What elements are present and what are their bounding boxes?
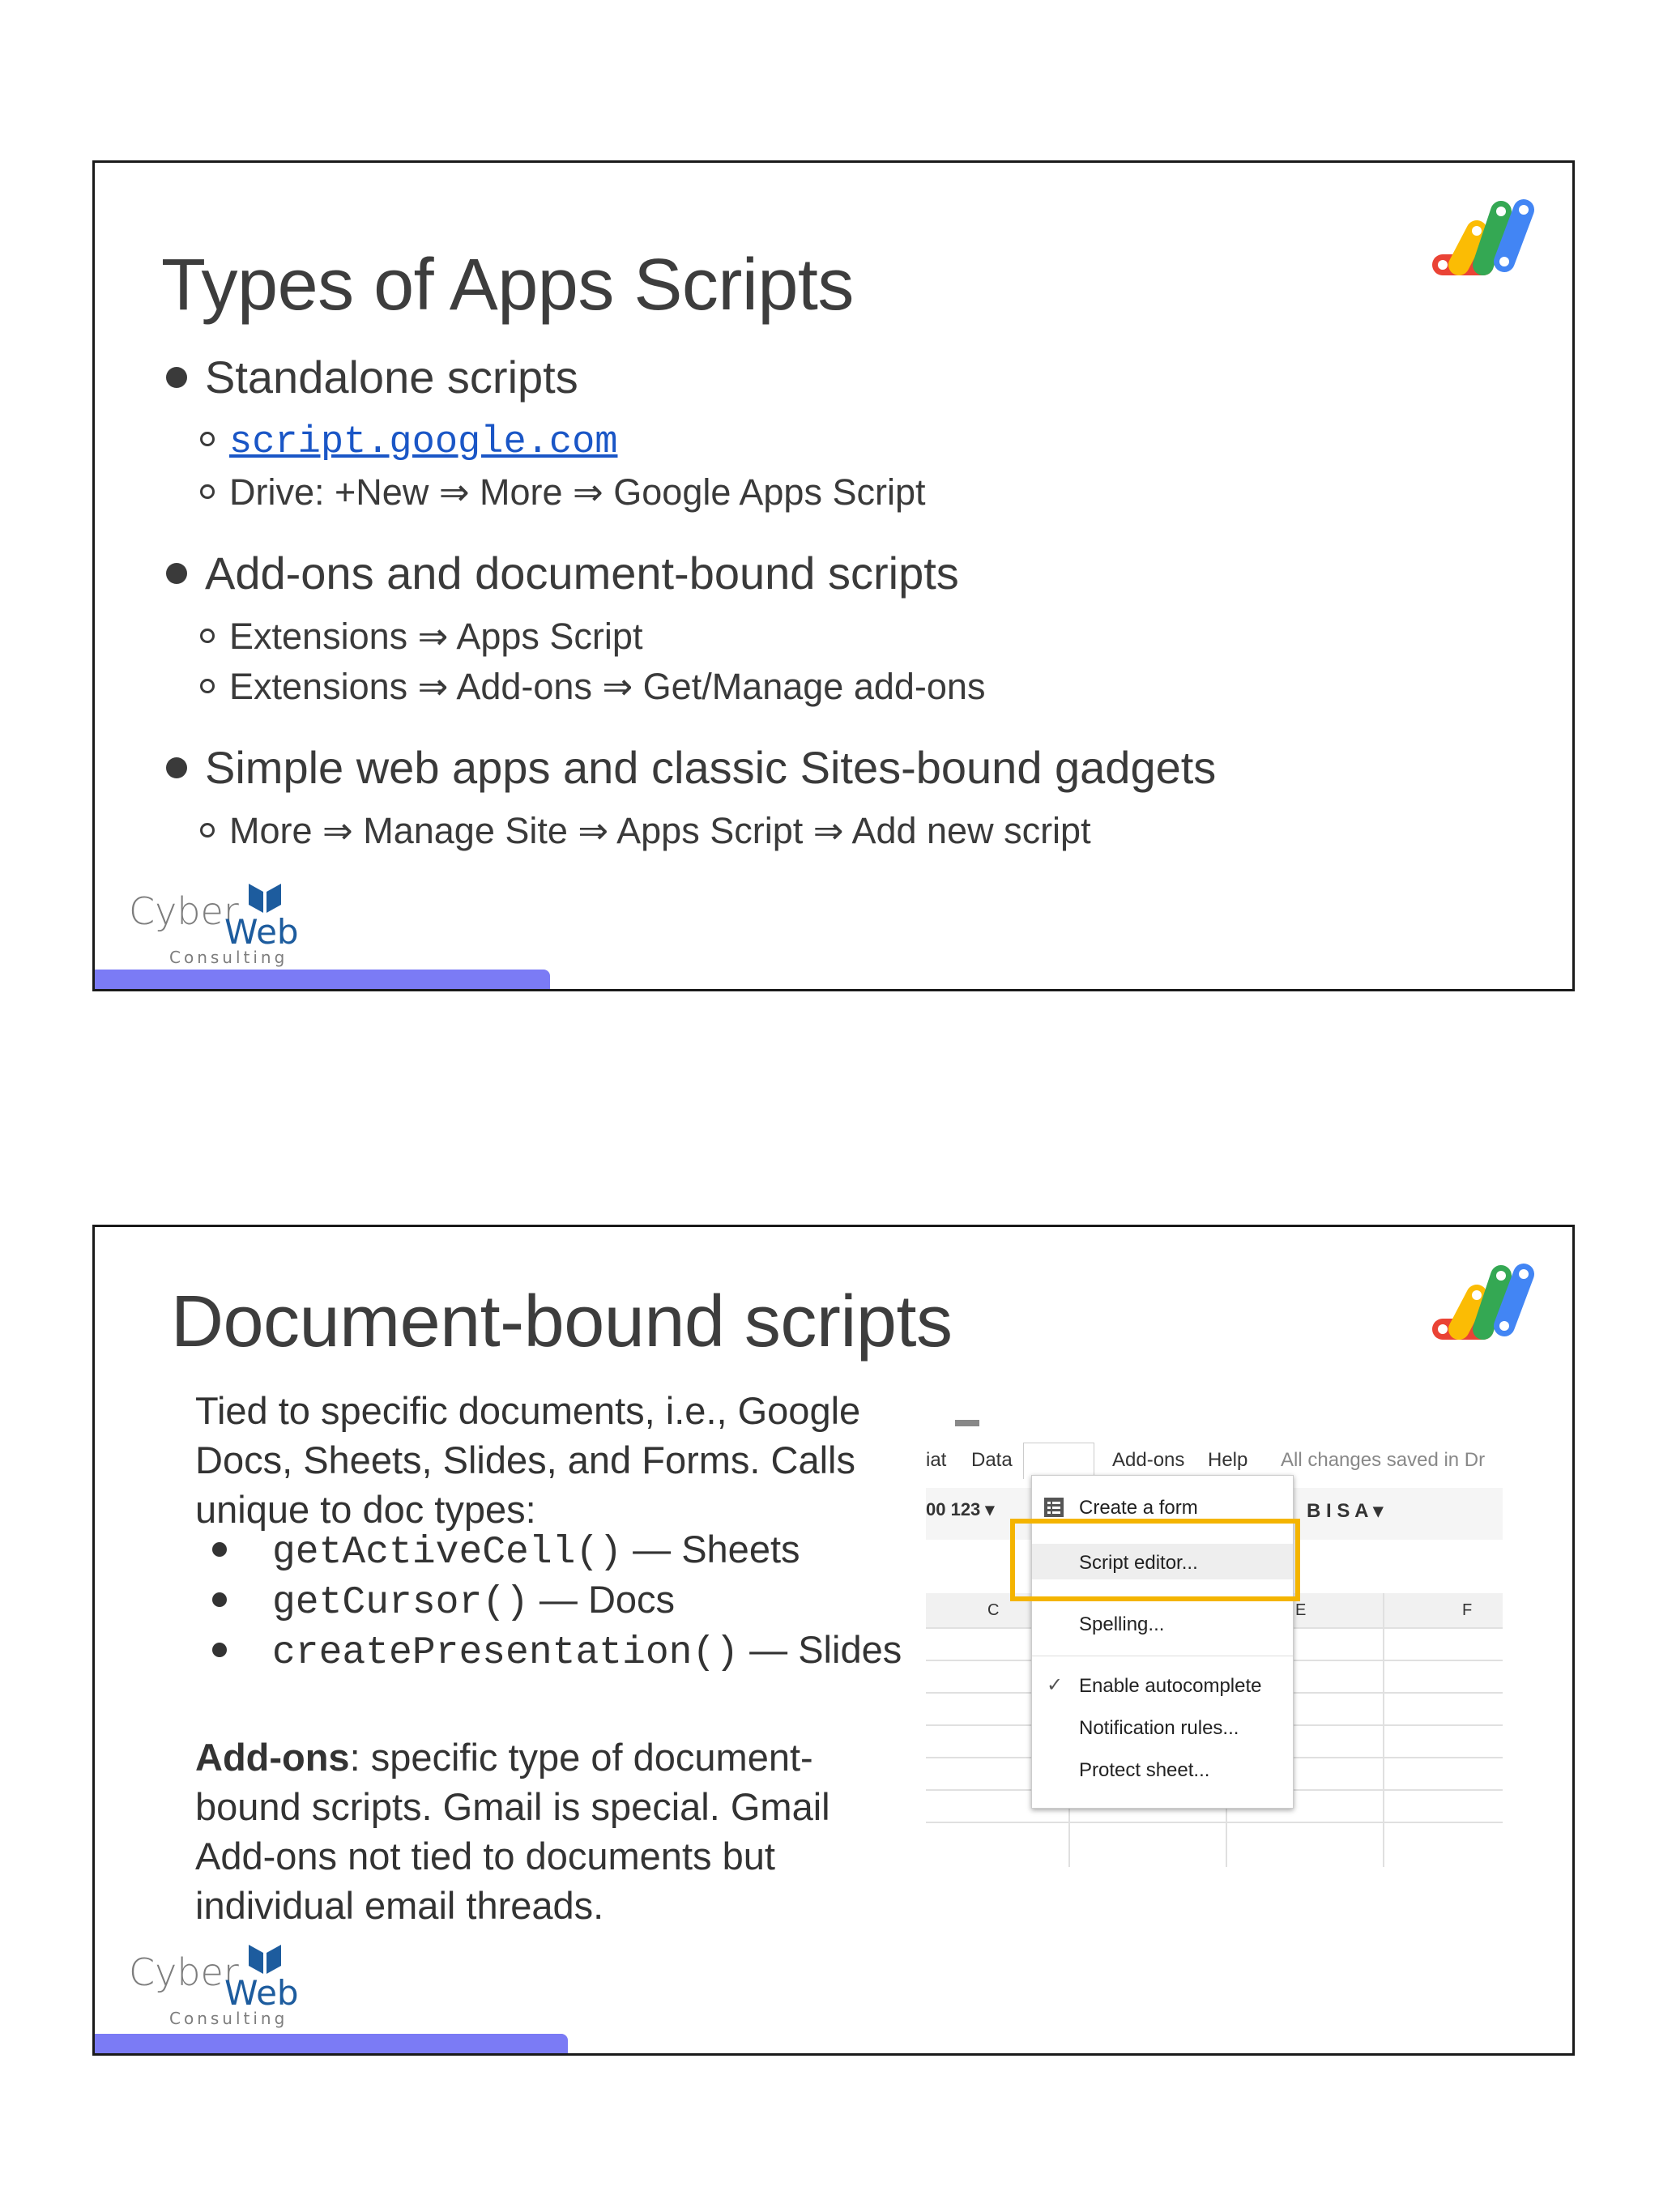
menu-item-spelling[interactable]: Spelling...	[1079, 1613, 1165, 1635]
sub-bullet-manage-site: More ⇒ Manage Site ⇒ Apps Script ⇒ Add new script	[200, 809, 1091, 852]
column-c: C	[987, 1601, 1000, 1619]
script-editor-highlight	[1010, 1519, 1300, 1601]
sheets-tools-menu-screenshot	[926, 1413, 1503, 1867]
menu-item-protect-sheet[interactable]: Protect sheet...	[1079, 1759, 1210, 1781]
menu-item-create-form[interactable]: Create a form	[1079, 1497, 1198, 1519]
slide-types-of-apps-scripts	[92, 160, 1575, 991]
menu-item-script-editor[interactable]: Script editor...	[1079, 1552, 1198, 1574]
script-google-link[interactable]: script.google.com	[229, 421, 618, 464]
call-create-presentation: createPresentation() — Slides	[212, 1627, 902, 1675]
column-e: E	[1295, 1601, 1307, 1619]
saved-status: All changes saved in Dr	[1281, 1449, 1486, 1471]
svg-text:Web: Web	[224, 912, 299, 952]
svg-text:Cyber: Cyber	[129, 1950, 239, 1994]
sub-bullet-extensions-addons: Extensions ⇒ Add-ons ⇒ Get/Manage add-ons	[200, 665, 985, 708]
menu-format[interactable]: iat	[926, 1449, 947, 1471]
slide-document-bound-scripts	[92, 1225, 1575, 2056]
toolbar-format-buttons[interactable]: B I S A ▾	[1307, 1500, 1384, 1522]
apps-script-logo-icon	[1427, 1258, 1540, 1347]
form-icon	[1043, 1497, 1064, 1518]
svg-text:Web: Web	[224, 1973, 299, 2013]
cyberweb-logo-mark-icon	[129, 879, 323, 968]
menu-handle-icon	[955, 1420, 979, 1426]
intro-paragraph: Tied to specific documents, i.e., Google Docs, Sheets, Slides, and Forms. Calls unique to doc types:	[195, 1389, 861, 1531]
cyberweb-logo	[129, 879, 323, 968]
sub-bullet-script-url	[200, 419, 617, 464]
accent-bar	[95, 2034, 568, 2053]
sub-bullet-extensions-apps-script: Extensions ⇒ Apps Script	[200, 615, 642, 658]
menu-addons[interactable]: Add-ons	[1112, 1449, 1185, 1471]
tools-menu-tab	[1023, 1443, 1094, 1479]
addons-paragraph: Add-ons: specific type of document-bound scripts. Gmail is special. Gmail Add-ons not tied to documents but individual email threads.	[195, 1736, 830, 1927]
menu-item-enable-autocomplete[interactable]: Enable autocomplete	[1079, 1675, 1262, 1697]
cyberweb-logo	[129, 1940, 323, 2029]
svg-text:Consulting: Consulting	[169, 948, 288, 967]
menu-item-notification-rules[interactable]: Notification rules...	[1079, 1717, 1239, 1739]
bullet-standalone: Standalone scripts	[166, 351, 578, 403]
column-f: F	[1462, 1601, 1473, 1619]
svg-text:Consulting: Consulting	[169, 2009, 288, 2028]
menu-help[interactable]: Help	[1208, 1449, 1248, 1471]
cyberweb-logo-mark-icon	[129, 1940, 323, 2029]
apps-script-logo-icon	[1427, 194, 1540, 283]
menu-data[interactable]: Data	[971, 1449, 1013, 1471]
bullet-addons: Add-ons and document-bound scripts	[166, 547, 959, 599]
call-get-cursor: getCursor() — Docs	[212, 1577, 675, 1625]
svg-text:Cyber: Cyber	[129, 889, 239, 933]
bullet-web-apps: Simple web apps and classic Sites-bound gadgets	[166, 741, 1216, 794]
checkmark-icon: ✓	[1047, 1674, 1064, 1696]
sub-bullet-drive-path: Drive: +New ⇒ More ⇒ Google Apps Script	[200, 471, 925, 514]
accent-bar	[95, 970, 550, 989]
call-get-active-cell: getActiveCell() — Sheets	[212, 1527, 800, 1575]
toolbar-number-format[interactable]: 00 123 ▾	[926, 1499, 995, 1519]
slide-title: Types of Apps Scripts	[161, 245, 854, 326]
slide-title: Document-bound scripts	[171, 1281, 953, 1362]
